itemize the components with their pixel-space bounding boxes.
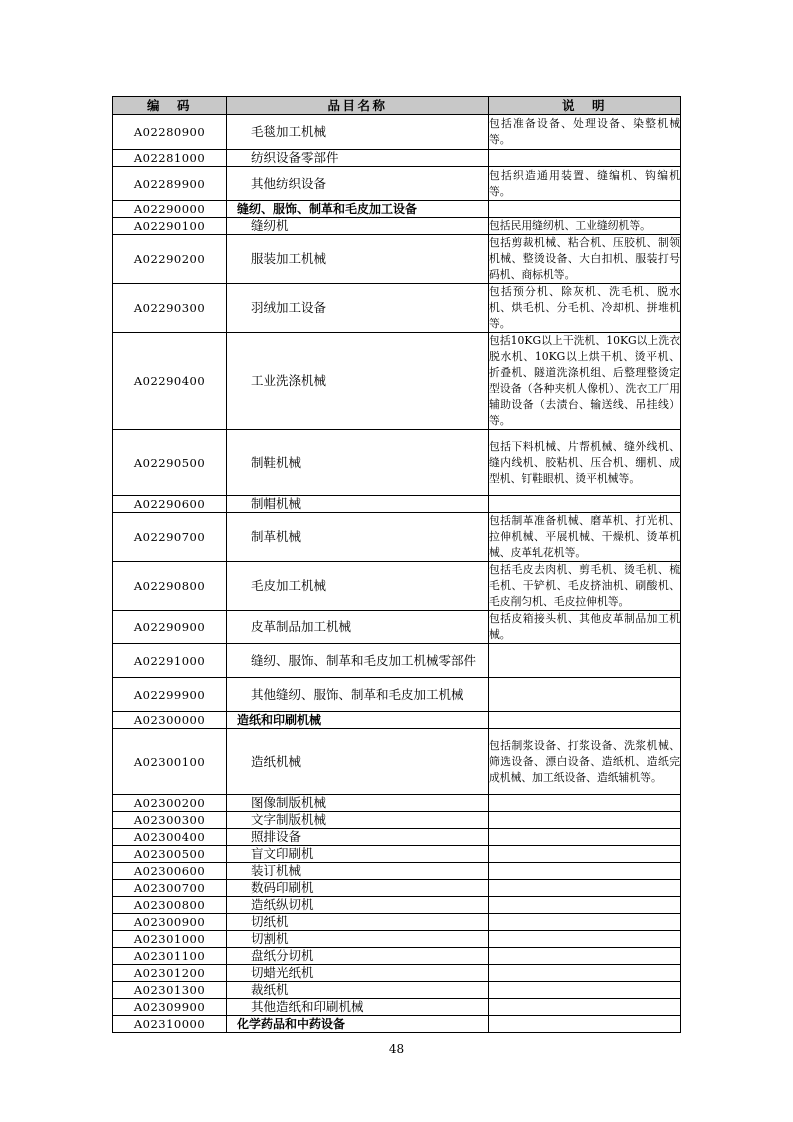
item-name-text: 切割机 bbox=[251, 931, 289, 946]
table-row bbox=[113, 430, 681, 496]
item-description: 包括织造通用装置、缝编机、钩编机等。 bbox=[489, 167, 681, 201]
item-name bbox=[227, 678, 489, 712]
item-description: 包括民用缝纫机、工业缝纫机等。 bbox=[489, 218, 681, 235]
item-name bbox=[227, 562, 489, 611]
item-name bbox=[227, 795, 489, 812]
item-name-text: 毛皮加工机械 bbox=[251, 578, 327, 593]
item-description bbox=[489, 712, 681, 729]
item-description bbox=[489, 914, 681, 931]
table-row bbox=[113, 513, 681, 562]
item-description bbox=[489, 829, 681, 846]
item-name bbox=[227, 611, 489, 644]
item-name-text: 工业洗涤机械 bbox=[251, 373, 327, 388]
item-name-text: 纺织设备零部件 bbox=[251, 150, 339, 165]
item-name bbox=[227, 218, 489, 235]
table-row bbox=[113, 562, 681, 611]
item-code: A02300600 bbox=[113, 863, 227, 880]
table-row bbox=[113, 863, 681, 880]
item-description: 包括预分机、除灰机、洗毛机、脱水机、烘毛机、分毛机、冷却机、拼堆机等。 bbox=[489, 284, 681, 333]
item-description bbox=[489, 1016, 681, 1033]
item-name bbox=[227, 829, 489, 846]
item-name bbox=[227, 846, 489, 863]
item-name bbox=[227, 812, 489, 829]
item-description bbox=[489, 201, 681, 218]
item-name bbox=[227, 982, 489, 999]
item-code: A02309900 bbox=[113, 999, 227, 1016]
table-row bbox=[113, 880, 681, 897]
item-name-text: 造纸纵切机 bbox=[251, 897, 314, 912]
item-name bbox=[227, 496, 489, 513]
item-description bbox=[489, 678, 681, 712]
item-description bbox=[489, 982, 681, 999]
item-name-text: 缝纫、服饰、制革和毛皮加工机械零部件 bbox=[251, 652, 477, 668]
item-name bbox=[227, 999, 489, 1016]
table-row bbox=[113, 846, 681, 863]
item-description bbox=[489, 880, 681, 897]
item-name bbox=[227, 167, 489, 201]
item-name-text: 服装加工机械 bbox=[251, 251, 327, 266]
item-name bbox=[227, 513, 489, 562]
table-row bbox=[113, 235, 681, 284]
item-name-text: 化学药品和中药设备 bbox=[237, 1017, 346, 1031]
item-name bbox=[227, 284, 489, 333]
table-row bbox=[113, 218, 681, 235]
item-description bbox=[489, 897, 681, 914]
catalog-table bbox=[112, 96, 681, 1033]
item-code: A02291000 bbox=[113, 644, 227, 678]
item-name bbox=[227, 931, 489, 948]
item-name-text: 裁纸机 bbox=[251, 982, 289, 997]
item-description: 包括准备设备、处理设备、染整机械等。 bbox=[489, 115, 681, 150]
item-name bbox=[227, 115, 489, 150]
item-code: A02301100 bbox=[113, 948, 227, 965]
category-row bbox=[113, 712, 681, 729]
item-name-text: 造纸机械 bbox=[251, 753, 302, 769]
item-description bbox=[489, 150, 681, 167]
item-code: A02310000 bbox=[113, 1016, 227, 1033]
item-description: 包括制浆设备、打浆设备、洗浆机械、筛选设备、漂白设备、造纸机、造纸完成机械、加工纸设备、造纸辅机等。 bbox=[489, 729, 681, 795]
item-description bbox=[489, 812, 681, 829]
table-row bbox=[113, 678, 681, 712]
item-code: A02289900 bbox=[113, 167, 227, 201]
header-name: 品目名称 bbox=[227, 97, 489, 115]
item-description: 包括皮箱接头机、其他皮革制品加工机械。 bbox=[489, 611, 681, 644]
item-name-text: 造纸和印刷机械 bbox=[237, 713, 322, 727]
item-code: A02290200 bbox=[113, 235, 227, 284]
table-row bbox=[113, 150, 681, 167]
table-row bbox=[113, 496, 681, 513]
item-code: A02300200 bbox=[113, 795, 227, 812]
table-row bbox=[113, 812, 681, 829]
item-code: A02290300 bbox=[113, 284, 227, 333]
item-code: A02280900 bbox=[113, 115, 227, 150]
table-row bbox=[113, 982, 681, 999]
table-row bbox=[113, 999, 681, 1016]
table-row bbox=[113, 965, 681, 982]
item-code: A02290500 bbox=[113, 430, 227, 496]
item-name-text: 缝纫、服饰、制革和毛皮加工设备 bbox=[237, 202, 418, 216]
table-row bbox=[113, 284, 681, 333]
item-name bbox=[227, 333, 489, 430]
item-name bbox=[227, 712, 489, 729]
item-name bbox=[227, 897, 489, 914]
table-header-row bbox=[113, 97, 681, 115]
item-name-text: 照排设备 bbox=[251, 829, 302, 844]
table-row bbox=[113, 795, 681, 812]
item-code: A02300900 bbox=[113, 914, 227, 931]
item-name bbox=[227, 729, 489, 795]
item-name bbox=[227, 235, 489, 284]
table-row bbox=[113, 829, 681, 846]
item-code: A02290900 bbox=[113, 611, 227, 644]
item-name-text: 其他缝纫、服饰、制革和毛皮加工机械 bbox=[251, 686, 464, 702]
item-name-text: 毛毯加工机械 bbox=[251, 124, 327, 139]
item-name-text: 制帽机械 bbox=[251, 496, 302, 511]
item-name-text: 装订机械 bbox=[251, 863, 302, 878]
table-row bbox=[113, 115, 681, 150]
item-description: 包括毛皮去肉机、剪毛机、烫毛机、梳毛机、干铲机、毛皮挤油机、刷酸机、毛皮削匀机、毛皮拉伸机等。 bbox=[489, 562, 681, 611]
table-row bbox=[113, 897, 681, 914]
item-name-text: 图像制版机械 bbox=[251, 795, 327, 810]
item-code: A02300000 bbox=[113, 712, 227, 729]
item-description bbox=[489, 846, 681, 863]
item-description bbox=[489, 948, 681, 965]
header-desc: 说 明 bbox=[489, 97, 681, 115]
item-code: A02290000 bbox=[113, 201, 227, 218]
item-name-text: 制鞋机械 bbox=[251, 454, 302, 470]
item-code: A02300300 bbox=[113, 812, 227, 829]
item-name bbox=[227, 880, 489, 897]
table-row bbox=[113, 931, 681, 948]
table-row bbox=[113, 729, 681, 795]
item-code: A02290100 bbox=[113, 218, 227, 235]
item-name-text: 切蜡光纸机 bbox=[251, 965, 314, 980]
item-code: A02300400 bbox=[113, 829, 227, 846]
item-description: 包括制革准备机械、磨革机、打光机、拉伸机械、平展机械、干燥机、烫革机械、皮革轧花机等。 bbox=[489, 513, 681, 562]
item-description: 包括10KG以上干洗机、10KG以上洗衣脱水机、10KG以上烘干机、烫平机、折叠机、隧道洗涤机组、后整理整烫定型设备（各种夹机人像机）、洗衣工厂用辅助设备（去渍台、输送线、吊挂线）等。 bbox=[489, 333, 681, 430]
page-number: 48 bbox=[388, 1042, 405, 1056]
table-row bbox=[113, 333, 681, 430]
item-code: A02299900 bbox=[113, 678, 227, 712]
item-name bbox=[227, 430, 489, 496]
item-name-text: 制革机械 bbox=[251, 529, 302, 544]
item-description bbox=[489, 965, 681, 982]
item-code: A02300800 bbox=[113, 897, 227, 914]
item-name bbox=[227, 863, 489, 880]
category-row bbox=[113, 201, 681, 218]
item-name bbox=[227, 914, 489, 931]
item-name bbox=[227, 644, 489, 678]
item-name bbox=[227, 965, 489, 982]
item-name-text: 皮革制品加工机械 bbox=[251, 619, 352, 634]
item-code: A02300100 bbox=[113, 729, 227, 795]
item-name bbox=[227, 150, 489, 167]
item-name bbox=[227, 201, 489, 218]
item-code: A02301300 bbox=[113, 982, 227, 999]
item-code: A02290800 bbox=[113, 562, 227, 611]
item-code: A02290600 bbox=[113, 496, 227, 513]
table-row bbox=[113, 644, 681, 678]
item-description bbox=[489, 644, 681, 678]
item-name-text: 文字制版机械 bbox=[251, 812, 327, 827]
header-code: 编 码 bbox=[113, 97, 227, 115]
item-code: A02290700 bbox=[113, 513, 227, 562]
table-row bbox=[113, 914, 681, 931]
category-row bbox=[113, 1016, 681, 1033]
item-description bbox=[489, 999, 681, 1016]
item-code: A02290400 bbox=[113, 333, 227, 430]
item-code: A02301000 bbox=[113, 931, 227, 948]
item-name-text: 其他纺织设备 bbox=[251, 175, 327, 191]
item-description bbox=[489, 931, 681, 948]
item-name bbox=[227, 948, 489, 965]
item-description bbox=[489, 496, 681, 513]
item-name bbox=[227, 1016, 489, 1033]
item-name-text: 切纸机 bbox=[251, 914, 289, 929]
item-name-text: 缝纫机 bbox=[251, 218, 289, 233]
item-name-text: 盘纸分切机 bbox=[251, 948, 314, 963]
item-name-text: 数码印刷机 bbox=[251, 880, 314, 895]
item-code: A02301200 bbox=[113, 965, 227, 982]
item-code: A02281000 bbox=[113, 150, 227, 167]
item-name-text: 羽绒加工设备 bbox=[251, 300, 327, 315]
item-code: A02300700 bbox=[113, 880, 227, 897]
table-row bbox=[113, 167, 681, 201]
item-name-text: 其他造纸和印刷机械 bbox=[251, 999, 364, 1014]
item-description: 包括剪裁机械、粘合机、压胶机、制领机械、整烫设备、大白扣机、服装打号码机、商标机等。 bbox=[489, 235, 681, 284]
table-row bbox=[113, 611, 681, 644]
table-body bbox=[113, 115, 681, 1033]
item-code: A02300500 bbox=[113, 846, 227, 863]
item-description bbox=[489, 863, 681, 880]
table-row bbox=[113, 948, 681, 965]
item-description bbox=[489, 795, 681, 812]
item-name-text: 盲文印刷机 bbox=[251, 846, 314, 861]
item-description: 包括下料机械、片帮机械、缝外线机、缝内线机、胶粘机、压合机、绷机、成型机、钉鞋眼机、烫平机械等。 bbox=[489, 430, 681, 496]
